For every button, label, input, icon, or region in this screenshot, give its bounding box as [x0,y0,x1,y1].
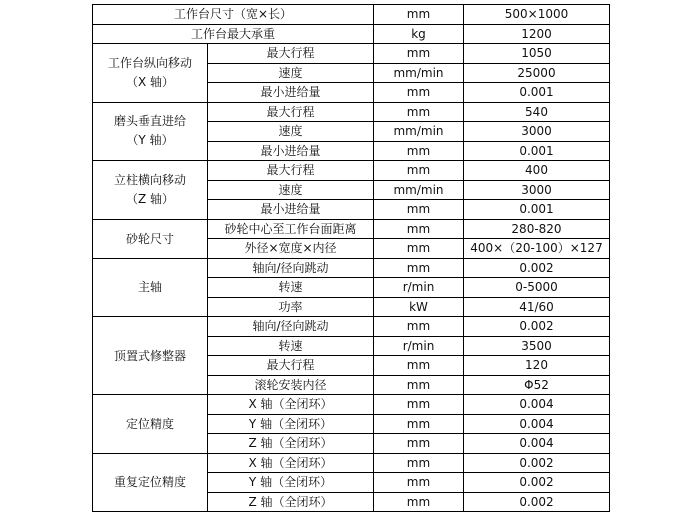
unit-cell: mm [374,473,464,493]
param-cell: 转速 [208,336,374,356]
value-cell: 0.001 [464,83,610,103]
table-row [93,102,610,122]
value-cell: 0.002 [464,473,610,493]
unit-cell: mm [374,200,464,220]
table-row [93,258,610,278]
unit-cell: mm [374,395,464,415]
param-cell: 最小进给量 [208,141,374,161]
category-axis: （Y 轴） [126,133,174,148]
param-cell: 功率 [208,297,374,317]
category-cell [93,161,208,220]
param-cell: 速度 [208,63,374,83]
value-cell: 280-820 [464,219,610,239]
value-cell: 3000 [464,122,610,142]
spec-table [92,4,610,512]
value-cell: 0.002 [464,492,610,512]
param-cell: 最大行程 [208,161,374,181]
unit-cell: r/min [374,278,464,298]
value-cell: 0.004 [464,395,610,415]
category-axis: （X 轴） [125,74,175,89]
unit-cell: mm [374,161,464,181]
unit-cell: kg [374,24,464,44]
category-cell [93,44,208,103]
param-cell: 最小进给量 [208,200,374,220]
category-cell: 砂轮尺寸 [93,219,208,258]
unit-cell: mm [374,317,464,337]
category-cell: 工作台尺寸（宽×长） [93,5,374,25]
value-cell: 0.002 [464,453,610,473]
param-cell: Y 轴（全闭环） [208,414,374,434]
unit-cell: mm [374,492,464,512]
unit-cell: mm [374,356,464,376]
unit-cell: mm [374,258,464,278]
unit-cell: mm [374,375,464,395]
unit-cell: mm [374,434,464,454]
table-row [93,24,610,44]
unit-cell: kW [374,297,464,317]
value-cell: 400×（20-100）×127 [464,239,610,259]
unit-cell: mm/min [374,63,464,83]
value-cell: 0-5000 [464,278,610,298]
category-cell: 重复定位精度 [93,453,208,512]
category-cell: 工作台最大承重 [93,24,374,44]
value-cell: 400 [464,161,610,181]
unit-cell: r/min [374,336,464,356]
table-row [93,5,610,25]
value-cell: 41/60 [464,297,610,317]
table-row [93,453,610,473]
value-cell: 0.004 [464,434,610,454]
value-cell: 0.002 [464,258,610,278]
table-row [93,395,610,415]
unit-cell: mm [374,44,464,64]
value-cell: 3500 [464,336,610,356]
category-axis: （Z 轴） [125,191,175,206]
value-cell: 500×1000 [464,5,610,25]
param-cell: 砂轮中心至工作台面距离 [208,219,374,239]
param-cell: Y 轴（全闭环） [208,473,374,493]
param-cell: 轴向/径向跳动 [208,258,374,278]
param-cell: Z 轴（全闭环） [208,492,374,512]
param-cell: 外径×宽度×内径 [208,239,374,259]
param-cell: 最大行程 [208,356,374,376]
unit-cell: mm [374,102,464,122]
category-cell: 顶置式修整器 [93,317,208,395]
table-row [93,317,610,337]
value-cell: 540 [464,102,610,122]
param-cell: 最大行程 [208,102,374,122]
value-cell: 0.001 [464,141,610,161]
category-line: 磨头垂直进给 [113,114,186,129]
unit-cell: mm [374,141,464,161]
category-cell: 定位精度 [93,395,208,454]
value-cell: 0.002 [464,317,610,337]
unit-cell: mm [374,239,464,259]
value-cell: 0.001 [464,200,610,220]
param-cell: 速度 [208,180,374,200]
value-cell: 1050 [464,44,610,64]
param-cell: 转速 [208,278,374,298]
table-row [93,161,610,181]
value-cell: 0.004 [464,414,610,434]
unit-cell: mm/min [374,180,464,200]
unit-cell: mm [374,453,464,473]
param-cell: Z 轴（全闭环） [208,434,374,454]
param-cell: 最大行程 [208,44,374,64]
param-cell: 最小进给量 [208,83,374,103]
category-cell: 主轴 [93,258,208,317]
unit-cell: mm/min [374,122,464,142]
value-cell: 25000 [464,63,610,83]
table-row [93,219,610,239]
category-cell [93,102,208,161]
unit-cell: mm [374,5,464,25]
value-cell: 3000 [464,180,610,200]
unit-cell: mm [374,414,464,434]
category-line: 立柱横向移动 [113,172,186,187]
value-cell: 1200 [464,24,610,44]
param-cell: 轴向/径向跳动 [208,317,374,337]
param-cell: 速度 [208,122,374,142]
unit-cell: mm [374,219,464,239]
category-line: 工作台纵向移动 [107,55,192,70]
unit-cell: mm [374,83,464,103]
param-cell: X 轴（全闭环） [208,395,374,415]
value-cell: Φ52 [464,375,610,395]
param-cell: X 轴（全闭环） [208,453,374,473]
table-row [93,44,610,64]
param-cell: 滚轮安装内径 [208,375,374,395]
value-cell: 120 [464,356,610,376]
